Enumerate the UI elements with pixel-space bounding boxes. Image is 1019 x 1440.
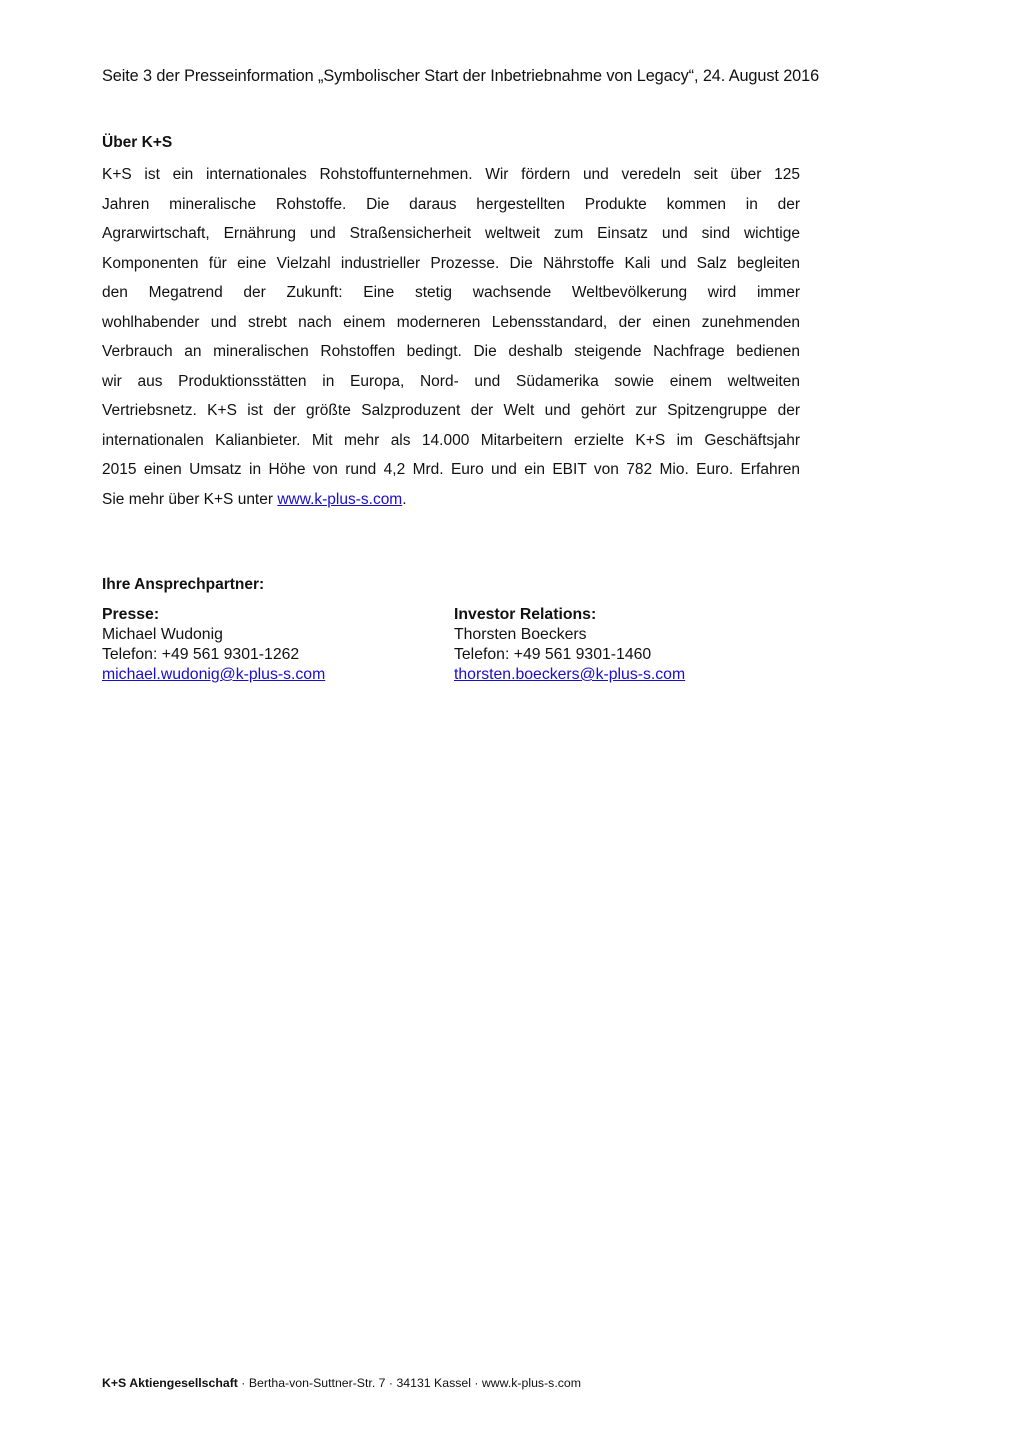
paragraph-line: K+S ist ein internationales Rohstoffunternehmen. Wir fördern und veredeln seit über 125 xyxy=(102,166,800,183)
paragraph-line: wohlhabender und strebt nach einem moderneren Lebensstandard, der einen zunehmenden xyxy=(102,313,800,331)
contact-name: Michael Wudonig xyxy=(102,626,223,643)
paragraph-last-line xyxy=(102,485,800,515)
paragraph-line: wir aus Produktionsstätten in Europa, Nord- und Südamerika sowie einem weltweiten xyxy=(102,372,800,390)
paragraph-line: Vertriebsnetz. K+S ist der größte Salzproduzent der Welt und gehört zur Spitzengruppe der xyxy=(102,402,800,419)
paragraph-line: 2015 einen Umsatz in Höhe von rund 4,2 Mrd. Euro und ein EBIT von 782 Mio. Euro. Erfahren xyxy=(102,461,800,478)
paragraph-line: Verbrauch an mineralischen Rohstoffen bedingt. Die deshalb steigende Nachfrage bedienen xyxy=(102,343,800,360)
contact-email-link[interactable]: michael.wudonig@k-plus-s.com xyxy=(102,666,326,683)
contact-role: Presse: xyxy=(102,606,160,623)
last-line-prefix: Sie mehr über K+S unter xyxy=(102,490,278,508)
paragraph-line: Jahren mineralische Rohstoffe. Die daraus hergestellten Produkte kommen in der xyxy=(102,195,800,213)
contacts-title: Ihre Ansprechpartner: xyxy=(102,576,265,593)
about-paragraph xyxy=(102,160,800,514)
contact-name: Thorsten Boeckers xyxy=(454,626,587,643)
footer-company: K+S Aktiengesellschaft xyxy=(102,1376,238,1390)
contact-phone: Telefon: +49 561 9301-1460 xyxy=(454,646,652,663)
section-title-about: Über K+S xyxy=(102,134,173,151)
paragraph-line: internationalen Kalianbieter. Mit mehr als 14.000 Mitarbeitern erzielte K+S im Geschäftsjahr xyxy=(102,431,800,449)
footer-address: · Bertha-von-Suttner-Str. 7 · 34131 Kassel · www.k-plus-s.com xyxy=(237,1376,581,1390)
contact-press xyxy=(102,605,325,685)
paragraph-line: den Megatrend der Zukunft: Eine stetig wachsende Weltbevölkerung wird immer xyxy=(102,284,800,301)
paragraph-line: Agrarwirtschaft, Ernährung und Straßensicherheit weltweit zum Einsatz und sind wichtige xyxy=(102,225,800,242)
website-link[interactable]: www.k-plus-s.com xyxy=(277,490,403,508)
contact-role: Investor Relations: xyxy=(454,606,597,623)
paragraph-line: Komponenten für eine Vielzahl industrieller Prozesse. Die Nährstoffe Kali und Salz begleiten xyxy=(102,254,800,272)
contact-phone: Telefon: +49 561 9301-1262 xyxy=(102,646,300,663)
page-footer xyxy=(102,1376,581,1390)
contact-email-link[interactable]: thorsten.boeckers@k-plus-s.com xyxy=(454,666,686,683)
page-header: Seite 3 der Presseinformation „Symbolischer Start der Inbetriebnahme von Legacy“, 24. August 2016 xyxy=(102,67,820,85)
contact-investor-relations xyxy=(454,605,685,685)
last-line-suffix: . xyxy=(402,490,407,508)
